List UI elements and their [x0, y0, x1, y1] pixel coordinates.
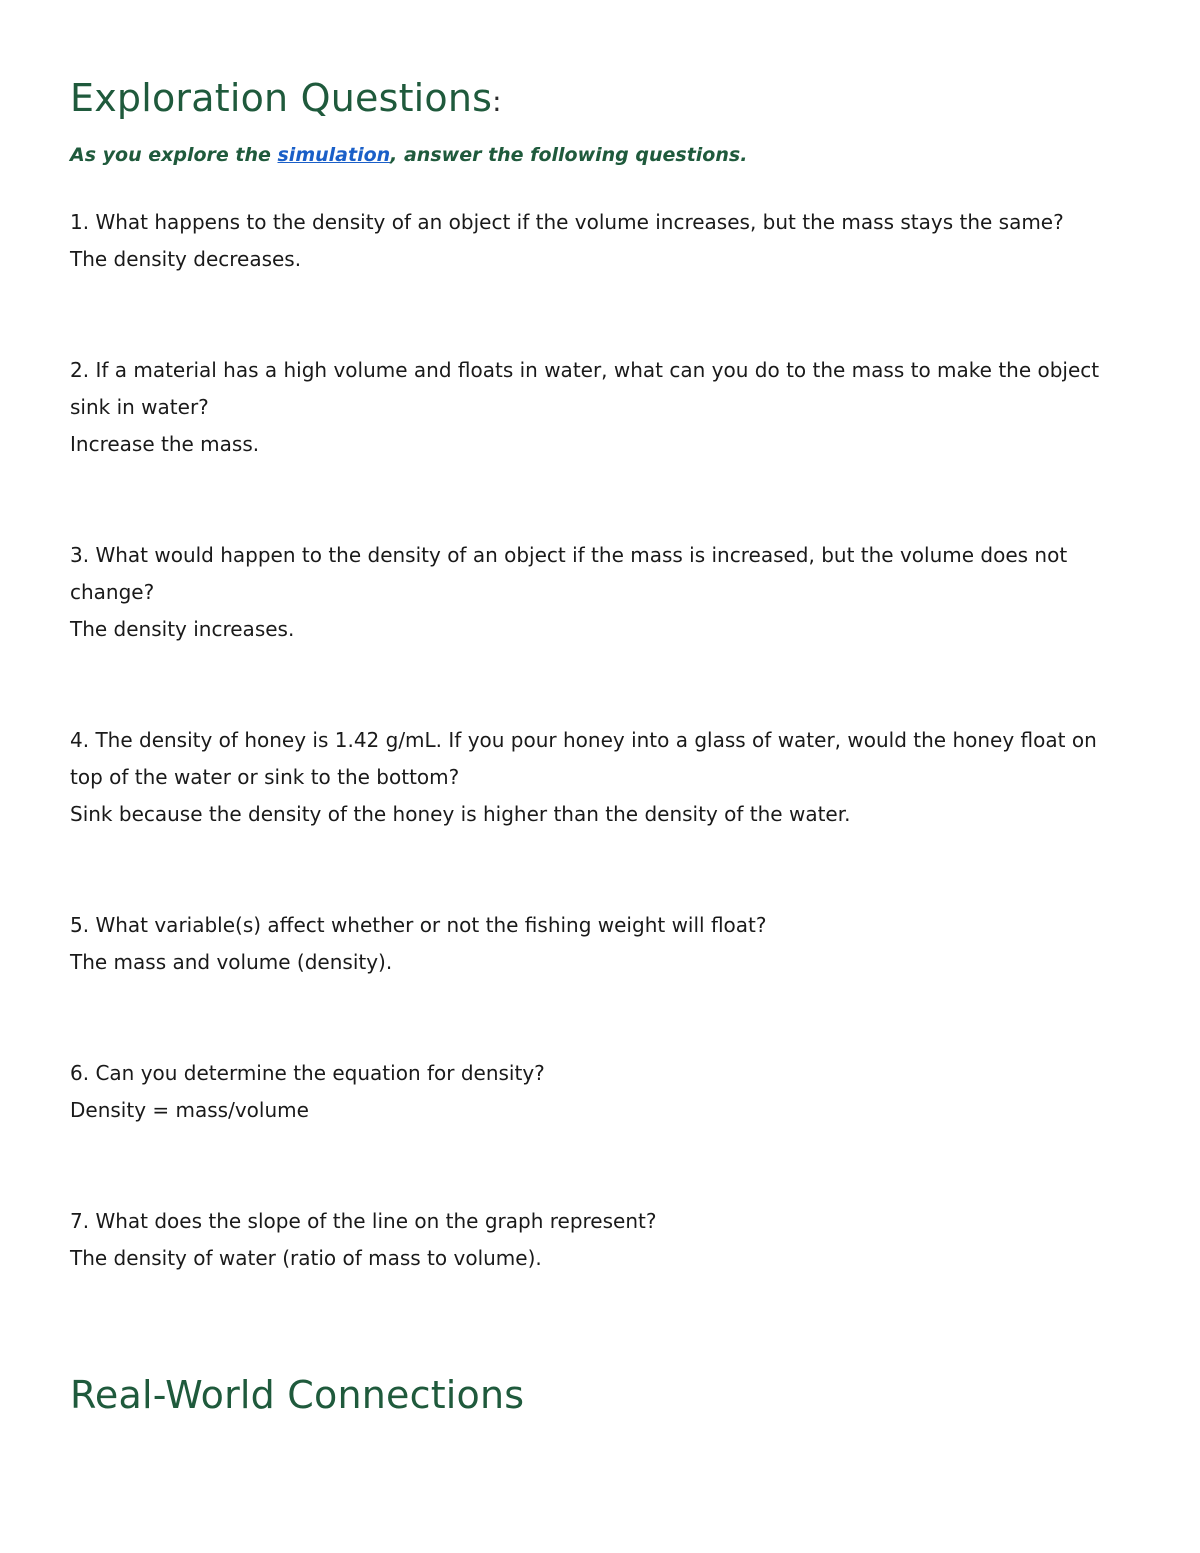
answer-text: Sink because the density of the honey is higher than the density of the water.	[70, 802, 851, 826]
question-text: 2. If a material has a high volume and floats in water, what can you do to the mass to make the object sink in water?	[70, 358, 1100, 419]
intro-text-after: , answer the following questions.	[390, 144, 748, 166]
question-block-7	[70, 1203, 1120, 1277]
question-block-4	[70, 722, 1120, 833]
answer-text: Increase the mass.	[70, 432, 260, 456]
question-text: 4. The density of honey is 1.42 g/mL. If you pour honey into a glass of water, would the honey float on top of the water or sink to the bottom?	[70, 728, 1097, 789]
question-text: 7. What does the slope of the line on the graph represent?	[70, 1209, 657, 1233]
answer-text: Density = mass/volume	[70, 1098, 309, 1122]
simulation-link[interactable]: simulation	[277, 144, 391, 166]
question-block-2	[70, 352, 1120, 463]
question-text: 1. What happens to the density of an object if the volume increases, but the mass stays the same?	[70, 210, 1064, 234]
answer-text: The density increases.	[70, 617, 295, 641]
question-block-1	[70, 204, 1120, 278]
question-block-5	[70, 907, 1120, 981]
exploration-questions-heading	[70, 70, 1120, 130]
intro-instructions	[70, 140, 1120, 170]
heading-colon: :	[492, 85, 502, 118]
answer-text: The mass and volume (density).	[70, 950, 393, 974]
question-block-6	[70, 1055, 1120, 1129]
question-text: 6. Can you determine the equation for density?	[70, 1061, 545, 1085]
exploration-heading-text: Exploration Questions	[70, 76, 493, 120]
question-text: 3. What would happen to the density of an object if the mass is increased, but the volume does not change?	[70, 543, 1068, 604]
question-text: 5. What variable(s) affect whether or not the fishing weight will float?	[70, 913, 767, 937]
question-block-3	[70, 537, 1120, 648]
real-world-connections-heading: Real-World Connections	[70, 1373, 525, 1417]
answer-text: The density decreases.	[70, 247, 302, 271]
answer-text: The density of water (ratio of mass to volume).	[70, 1246, 542, 1270]
document-page	[70, 70, 1120, 1423]
intro-text-before: As you explore the	[70, 144, 278, 166]
